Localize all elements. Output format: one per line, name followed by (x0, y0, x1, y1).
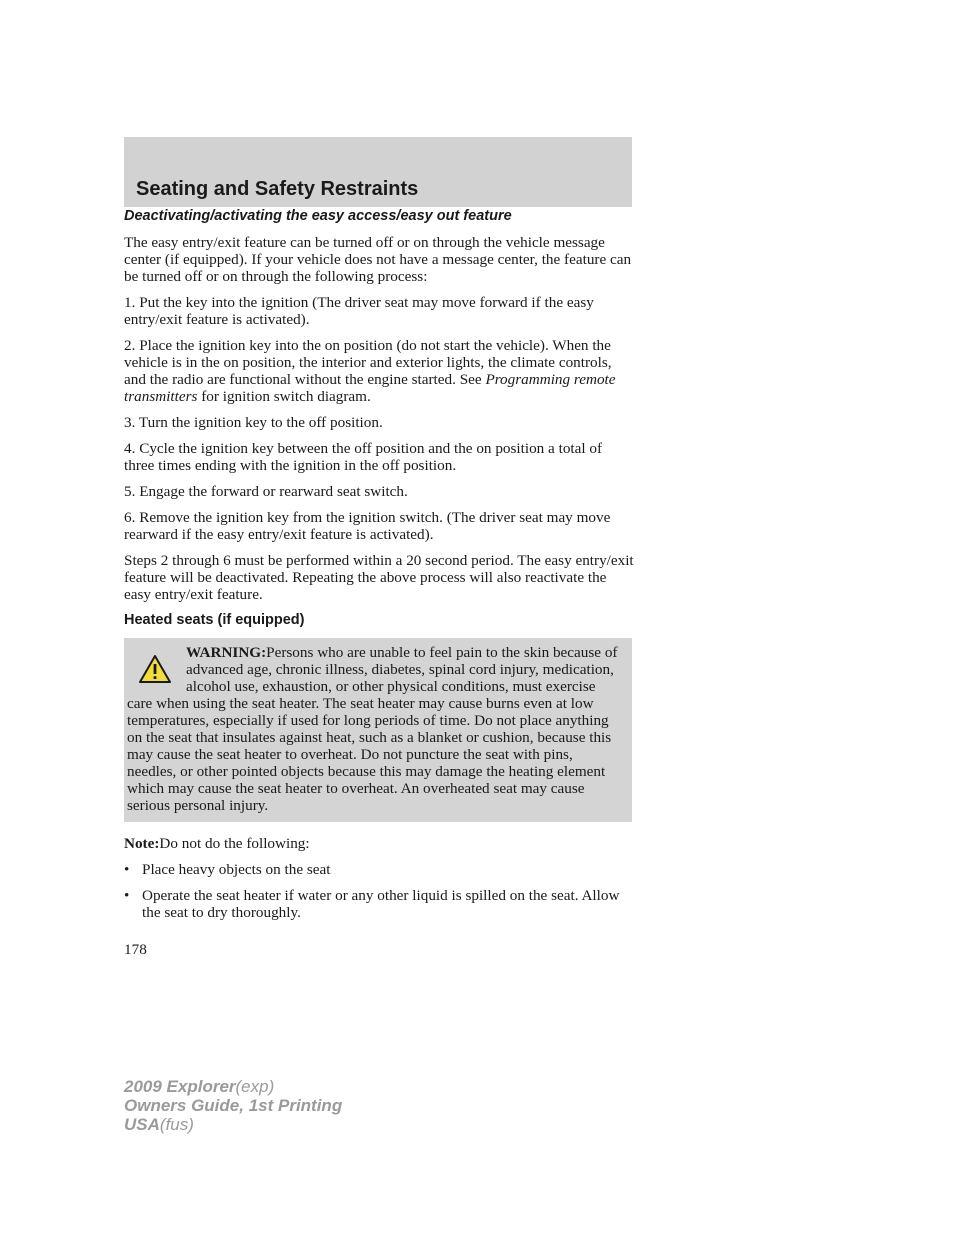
page-number: 178 (124, 941, 147, 958)
list-item (124, 887, 636, 921)
step-5: 5. Engage the forward or rearward seat switch. (124, 483, 408, 500)
step-2-text-after: for ignition switch diagram. (197, 388, 371, 405)
section-header-band (124, 137, 632, 207)
step-2-text-before: 2. Place the ignition key into the on position (do not start the vehicle). When the vehicle is in the on position, the interior and exterior lights, the climate controls, and the radio are functional without the engine started. See (124, 337, 612, 388)
warning-text: Persons who are unable to feel pain to the skin because of advanced age, chronic illness, diabetes, spinal cord injury, medication, alcohol use, exhaustion, or other physical conditions, must exercise care when using the seat heater. The seat heater may cause burns even at low temperatures, especially if used for long periods of time. Do not place anything on the seat that insulates against heat, such as a blanket or cushion, because this may cause the seat heater to overheat. Do not puncture the seat with pins, needles, or other pointed objects because this may damage the heating element which may cause the seat heater to overheat. An overheated seat may cause serious personal injury. (127, 644, 618, 814)
step-3: 3. Turn the ignition key to the off position. (124, 414, 383, 431)
footer-model: 2009 Explorer (124, 1077, 236, 1096)
footer-line-3 (124, 1115, 342, 1134)
bullet-icon: • (124, 861, 130, 878)
step-6: 6. Remove the ignition key from the ignition switch. (The driver seat may move rearward if the easy entry/exit feature is activated). (124, 509, 611, 543)
step-2 (124, 337, 636, 405)
note (124, 835, 636, 852)
section-header-title: Seating and Safety Restraints (136, 178, 419, 200)
list-item-text: Operate the seat heater if water or any other liquid is spilled on the seat. Allow the seat to dry thoroughly. (142, 887, 620, 921)
warning-label: WARNING: (186, 644, 267, 661)
step-4: 4. Cycle the ignition key between the off position and the on position a total of three times ending with the ignition in the off position. (124, 440, 603, 474)
list-item-text: Place heavy objects on the seat (142, 861, 331, 878)
programming-remote-transmitters-reference: Programming remote transmitters (124, 371, 616, 405)
page-content (124, 208, 636, 930)
heated-seats-heading: Heated seats (if equipped) (124, 612, 305, 628)
easy-access-intro: The easy entry/exit feature can be turned off or on through the vehicle message center (if equipped). If your vehicle does not have a message center, the feature can be turned off or on through the following process: (124, 234, 632, 285)
footer-market-code: (fus) (159, 1115, 194, 1134)
print-footer (124, 1077, 342, 1134)
easy-access-closing: Steps 2 through 6 must be performed within a 20 second period. The easy entry/exit feature will be deactivated. Repeating the above process will also reactivate the easy entry/exit feature. (124, 552, 634, 603)
warning-triangle-icon (138, 654, 172, 684)
footer-market: USA (124, 1115, 160, 1134)
footer-model-code: (exp) (235, 1077, 275, 1096)
warning-box (124, 638, 632, 822)
note-text: Do not do the following: (159, 835, 310, 852)
list-item (124, 861, 636, 878)
note-label: Note: (124, 835, 160, 852)
easy-access-heading: Deactivating/activating the easy access/easy out feature (124, 208, 512, 224)
footer-line-1 (124, 1077, 342, 1096)
footer-line-2: Owners Guide, 1st Printing (124, 1096, 343, 1115)
step-1: 1. Put the key into the ignition (The driver seat may move forward if the easy entry/exit feature is activated). (124, 294, 594, 328)
bullet-icon: • (124, 887, 130, 904)
